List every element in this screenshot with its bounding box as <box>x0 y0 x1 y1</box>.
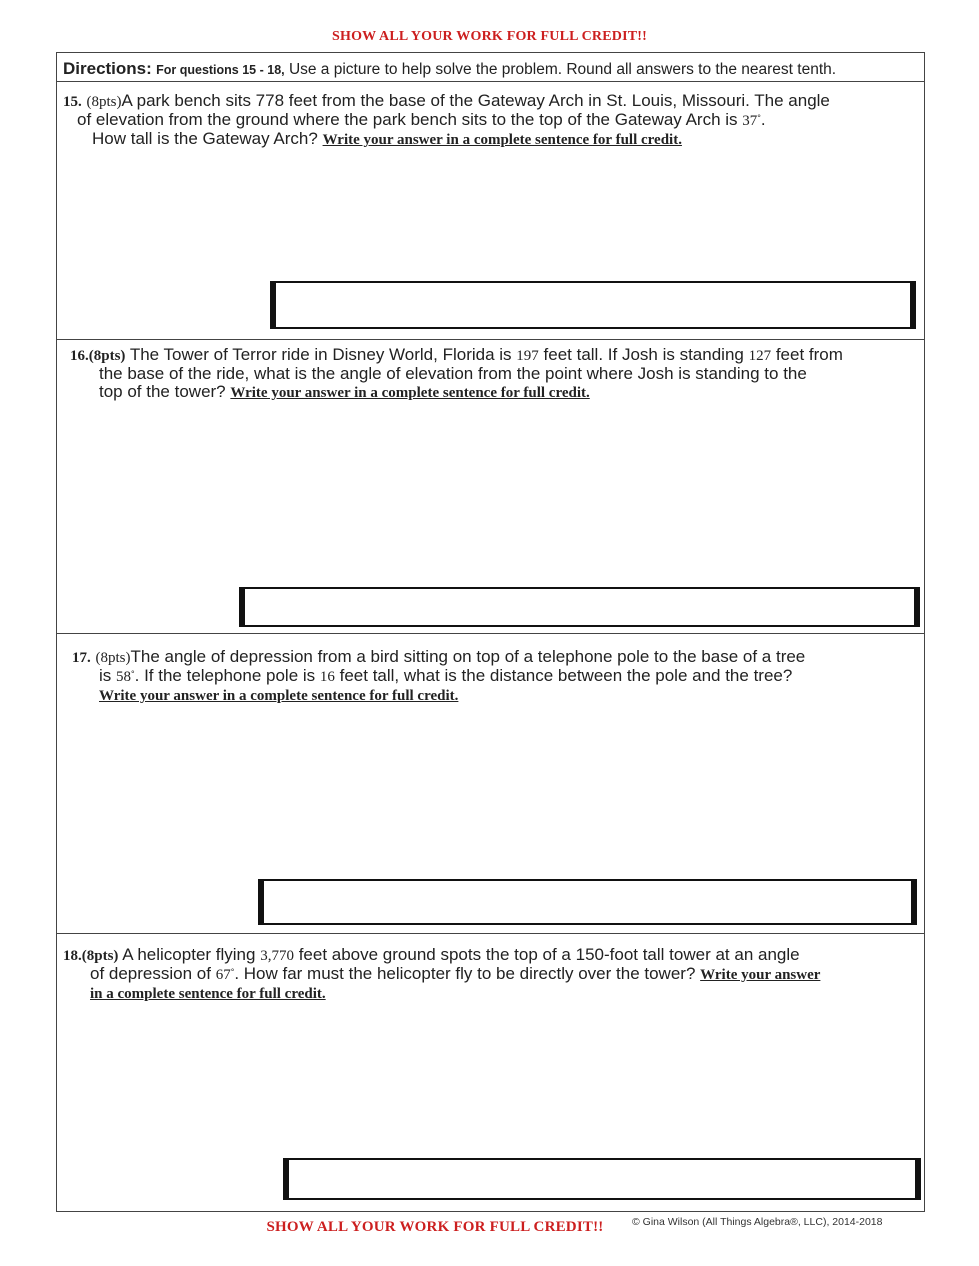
question-text: of elevation from the ground where the park bench sits to the top of the Gateway Arch is <box>77 110 738 129</box>
credit-instruction: in a complete sentence for full credit. <box>90 986 326 1002</box>
credit-instruction: Write your answer in a complete sentence for full credit. <box>322 132 682 148</box>
credit-instruction: Write your answer in a complete sentence for full credit. <box>230 385 590 401</box>
directions-text: Use a picture to help solve the problem. Round all answers to the nearest tenth. <box>288 61 837 78</box>
question-18 <box>63 946 820 1003</box>
question-text: The Tower of Terror ride in Disney World, Florida is <box>129 345 512 364</box>
worksheet-frame <box>56 52 925 1212</box>
question-text: is <box>99 666 112 685</box>
question-points: (8pts) <box>95 650 131 666</box>
question-15 <box>63 92 830 149</box>
question-text: The angle of depression from a bird sitting on top of a telephone pole to the base of a tree <box>130 647 806 666</box>
divider-q17 <box>56 933 925 934</box>
question-points: (8pts) <box>88 348 126 364</box>
question-text: feet above ground spots the top of a 150-foot tall tower at an angle <box>298 945 800 964</box>
degree-symbol: ° <box>757 113 761 123</box>
question-text: top of the tower? <box>99 382 226 401</box>
bottom-banner: SHOW ALL YOUR WORK FOR FULL CREDIT!! <box>266 1219 604 1235</box>
question-text: . How far must the helicopter fly to be directly over the tower? <box>234 964 696 983</box>
directions-for-questions: For questions 15 - 18, <box>156 63 285 77</box>
question-text: feet tall. If Josh is standing <box>543 345 744 364</box>
answer-box-15[interactable] <box>270 281 916 329</box>
question-text: A park bench sits 778 feet from the base of the Gateway Arch in St. Louis, Missouri. The angle <box>121 91 830 110</box>
question-text: the base of the ride, what is the angle of elevation from the point where Josh is standing to the <box>99 364 807 383</box>
credit-instruction: Write your answer in a complete sentence for full credit. <box>99 688 459 704</box>
question-number: 15. <box>63 94 82 110</box>
question-number: 18. <box>63 948 82 964</box>
angle-value: 58 <box>116 669 132 685</box>
question-16 <box>70 346 843 402</box>
degree-symbol: ° <box>131 669 135 679</box>
divider-q16 <box>56 633 925 634</box>
directions-label: Directions: <box>63 59 152 78</box>
question-17 <box>72 648 805 705</box>
question-number: 16. <box>70 348 89 364</box>
height-value: 197 <box>516 348 539 364</box>
answer-box-17[interactable] <box>258 879 917 925</box>
divider-directions <box>56 81 925 82</box>
question-points: (8pts) <box>81 948 119 964</box>
angle-value: 37 <box>742 113 758 129</box>
altitude-value: 3,770 <box>260 948 294 964</box>
directions <box>63 59 836 79</box>
divider-q15 <box>56 339 925 340</box>
question-number: 17. <box>72 650 91 666</box>
credit-instruction: Write your answer <box>700 967 821 983</box>
question-text: feet from <box>775 345 843 364</box>
question-text: of depression of <box>90 964 211 983</box>
question-text: A helicopter flying <box>122 945 256 964</box>
question-text: How tall is the Gateway Arch? <box>92 129 318 148</box>
degree-symbol: ° <box>230 967 235 977</box>
question-text: . <box>760 110 766 129</box>
question-points: (8pts) <box>86 94 122 110</box>
answer-box-16[interactable] <box>239 587 920 627</box>
question-text: . If the telephone pole is <box>134 666 316 685</box>
distance-value: 127 <box>748 348 772 364</box>
question-text: feet tall, what is the distance between the pole and the tree? <box>339 666 793 685</box>
angle-value: 67 <box>215 967 231 983</box>
top-banner: SHOW ALL YOUR WORK FOR FULL CREDIT!! <box>332 29 647 44</box>
copyright-notice: © Gina Wilson (All Things Algebra®, LLC), 2014-2018 <box>632 1216 883 1228</box>
height-value: 16 <box>319 669 335 685</box>
answer-box-18[interactable] <box>283 1158 921 1200</box>
